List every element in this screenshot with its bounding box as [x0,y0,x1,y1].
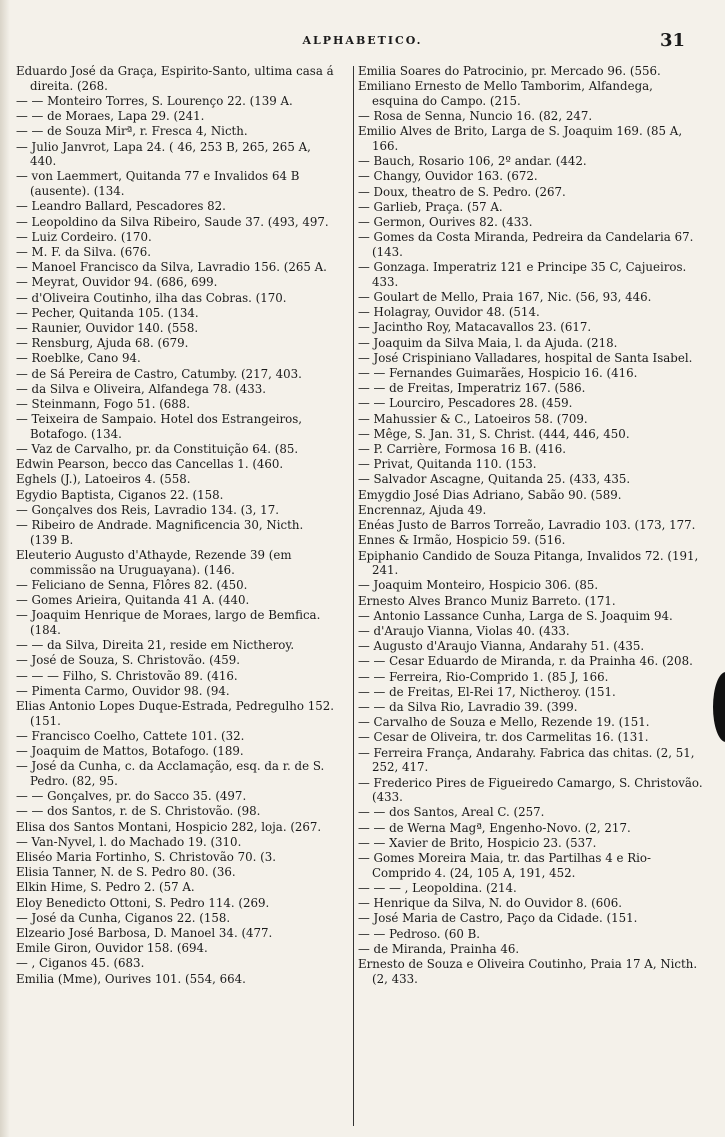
directory-entry: — Pecher, Quitanda 105. (134. [16,305,199,320]
directory-entry: Emile Giron, Ouvidor 158. (694. [16,941,208,956]
directory-entry: — José Maria de Castro, Paço da Cidade. (151. [358,911,638,926]
directory-entry: Elisa dos Santos Montani, Hospicio 282, loja. (267. [16,819,322,834]
directory-entry: — — Xavier de Brito, Hospicio 23. (537. [358,835,597,850]
directory-entry: — da Silva e Oliveira, Alfandega 78. (433. [16,381,267,396]
directory-entry: — — de Werna Magª, Engenho-Novo. (2, 217. [358,820,631,835]
directory-entry: — — de Souza Mirª, r. Fresca 4, Nicth. [16,124,248,139]
directory-entry: — — dos Santos, Areal C. (257. [358,805,545,820]
directory-entry: — — Ferreira, Rio-Comprido 1. (85 J, 166. [358,669,609,684]
directory-entry: — Cesar de Oliveira, tr. dos Carmelitas 16. (131. [358,730,649,745]
directory-entry: — Teixeira de Sampaio. Hotel dos Estrangeiros, Botafogo. (134. [16,412,303,441]
directory-entry: — — dos Santos, r. de S. Christovão. (98. [16,804,261,819]
directory-entry: — Joaquim Henrique de Moraes, largo de Bemfica. (184. [16,608,321,638]
directory-entry: — Gonzaga. Imperatriz 121 e Principe 35 C, Cajueiros. 433. [358,260,687,289]
running-head: ALPHABETICO. [302,34,423,47]
directory-entry: — Gomes da Costa Miranda, Pedreira da Candelaria 67. (143. [358,230,694,259]
directory-entry: — Gomes Arieira, Quitanda 41 A. (440. [16,593,250,608]
directory-entry: Elkin Hime, S. Pedro 2. (57 A. [16,880,195,895]
directory-entry: — Manoel Francisco da Silva, Lavradio 156. (265 A. [16,260,327,275]
directory-entry: — Van-Nyvel, l. do Machado 19. (310. [16,834,242,849]
margin-ink-blot [713,672,725,742]
left-column [16,64,334,987]
directory-entry: — — Cesar Eduardo de Miranda, r. da Prainha 46. (208. [358,654,693,669]
directory-entry: — Joaquim da Silva Maia, l. da Ajuda. (218. [358,335,618,350]
directory-entry: — d'Oliveira Coutinho, ilha das Cobras. (170. [16,290,287,305]
directory-entry: Encrennaz, Ajuda 49. [358,502,487,517]
directory-entry: Emiliano Ernesto de Mello Tamborim, Alfandega, esquina do Campo. (215. [358,79,653,108]
directory-entry: — — de Freitas, El-Rei 17, Nictheroy. (151. [358,684,616,699]
directory-entry: Elzeario José Barbosa, D. Manoel 34. (477. [16,926,273,941]
directory-entry: — — de Freitas, Imperatriz 167. (586. [358,381,586,396]
directory-entry: — Gomes Moreira Maia, tr. das Partilhas 4 e Rio-Comprido 4. (24, 105 A, 191, 452. [358,851,651,880]
directory-entry: — Luiz Cordeiro. (170. [16,229,152,244]
directory-entry: Eliséo Maria Fortinho, S. Christovão 70. (3. [16,850,276,865]
directory-entry: Ernesto de Souza e Oliveira Coutinho, Praia 17 A, Nicth. (2, 433. [358,956,698,986]
directory-entry: Emygdio José Dias Adriano, Sabão 90. (589. [358,487,622,502]
directory-entry: — Ferreira França, Andarahy. Fabrica das chitas. (2, 51, 252, 417. [358,745,695,775]
directory-entry: — — Lourciro, Pescadores 28. (459. [358,396,573,411]
directory-entry: — — Fernandes Guimarães, Hospicio 16. (416. [358,366,638,381]
directory-entry: — — Gonçalves, pr. do Sacco 35. (497. [16,789,247,804]
directory-entry: — P. Carrière, Formosa 16 B. (416. [358,442,567,457]
directory-entry: — Antonio Lassance Cunha, Larga de S. Joaquim 94. [358,608,673,623]
directory-entry: — — — Filho, S. Christovão 89. (416. [16,668,238,683]
directory-entry: — Steinmann, Fogo 51. (688. [16,396,191,411]
directory-entry: — Vaz de Carvalho, pr. da Constituição 64. (85. [16,442,299,457]
directory-entry: Eghels (J.), Latoeiros 4. (558. [16,472,191,487]
directory-entry: Egydio Baptista, Ciganos 22. (158. [16,487,224,502]
directory-entry: — Joaquim Monteiro, Hospicio 306. (85. [358,578,599,593]
directory-entry: — — Pedroso. (60 B. [358,926,481,941]
directory-entry: — — Monteiro Torres, S. Lourenço 22. (139 A. [16,93,293,108]
directory-entry: — Goulart de Mello, Praia 167, Nic. (56, 93, 446. [358,290,652,305]
directory-entry: — Changy, Ouvidor 163. (672. [358,169,538,184]
directory-entry: Emilia (Mme), Ourives 101. (554, 664. [16,971,246,986]
directory-entry: — Leandro Ballard, Pescadores 82. [16,199,226,214]
page-binding-edge [0,0,10,1137]
directory-entry: — Francisco Coelho, Cattete 101. (32. [16,728,245,743]
directory-entry: — Mahussier & C., Latoeiros 58. (709. [358,411,588,426]
directory-entry: — Feliciano de Senna, Flôres 82. (450. [16,577,248,592]
directory-entry: — Salvador Ascagne, Quitanda 25. (433, 435. [358,472,631,487]
directory-entry: Ennes & Irmão, Hospicio 59. (516. [358,533,566,548]
directory-entry: — Germon, Ourives 82. (433. [358,215,533,230]
directory-entry: — Julio Janvrot, Lapa 24. ( 46, 253 B, 265, 265 A, 440. [16,139,311,169]
directory-entry: Edwin Pearson, becco das Cancellas 1. (460. [16,457,284,472]
directory-entry: — Joaquim de Mattos, Botafogo. (189. [16,744,244,759]
directory-entry: — de Sá Pereira de Castro, Catumby. (217, 403. [16,366,302,381]
directory-entry: — Leopoldino da Silva Ribeiro, Saude 37. (493, 497. [16,214,329,229]
directory-entry: — José Crispiniano Valladares, hospital de Santa Isabel. [358,350,693,365]
directory-entry: — Roeblke, Cano 94. [16,351,141,366]
directory-entry: — Garlieb, Praça. (57 A. [358,199,503,214]
directory-entry: — José de Souza, S. Christovão. (459. [16,653,241,668]
directory-entry: Eleuterio Augusto d'Athayde, Rezende 39 (em commissão na Uruguayana). (146. [16,548,292,577]
directory-entry: Elisia Tanner, N. de S. Pedro 80. (36. [16,865,236,880]
directory-entry: — Raunier, Ouvidor 140. (558. [16,320,199,335]
directory-entry: — Rensburg, Ajuda 68. (679. [16,336,189,351]
directory-entry: — — da Silva Rio, Lavradio 39. (399. [358,700,578,715]
directory-entry: — de Miranda, Prainha 46. [358,941,520,956]
column-divider [353,66,354,1126]
directory-entry: Eloy Benedicto Ottoni, S. Pedro 114. (269. [16,895,270,910]
directory-entry: — Henrique da Silva, N. do Ouvidor 8. (606. [358,896,622,911]
directory-entry: — — de Moraes, Lapa 29. (241. [16,109,205,124]
directory-entry: — Privat, Quitanda 110. (153. [358,457,537,472]
directory-entry: Epiphanio Candido de Souza Pitanga, Invalidos 72. (191, 241. [358,548,699,578]
directory-entry: Emilio Alves de Brito, Larga de S. Joaquim 169. (85 A, 166. [358,124,683,154]
directory-entry: — Mêge, S. Jan. 31, S. Christ. (444, 446, 450. [358,426,630,441]
directory-entry: Enéas Justo de Barros Torreão, Lavradio 103. (173, 177. [358,518,696,533]
directory-entry: — , Ciganos 45. (683. [16,956,145,971]
directory-entry: Ernesto Alves Branco Muniz Barreto. (171. [358,593,616,608]
directory-entry: Eduardo José da Graça, Espirito-Santo, ultima casa á direita. (268. [16,64,334,93]
directory-entry: — Holagray, Ouvidor 48. (514. [358,305,540,320]
directory-entry: — M. F. da Silva. (676. [16,244,152,259]
page-number: 31 [659,30,685,51]
directory-entry: — — — , Leopoldina. (214. [358,880,517,895]
directory-entry: — Carvalho de Souza e Mello, Rezende 19. (151. [358,715,650,730]
directory-entry: — von Laemmert, Quitanda 77 e Invalidos 64 B (ausente). (134. [16,169,300,199]
directory-entry: — José da Cunha, c. da Acclamação, esq. da r. de S. Pedro. (82, 95. [16,759,325,789]
directory-entry: — — da Silva, Direita 21, reside em Nictheroy. [16,638,295,653]
directory-entry: — Pimenta Carmo, Ouvidor 98. (94. [16,683,230,698]
directory-entry: — d'Araujo Vianna, Violas 40. (433. [358,624,570,639]
directory-entry: — Doux, theatro de S. Pedro. (267. [358,184,566,199]
directory-entry: — Rosa de Senna, Nuncio 16. (82, 247. [358,109,593,124]
directory-entry: — José da Cunha, Ciganos 22. (158. [16,910,231,925]
directory-entry: — Ribeiro de Andrade. Magnificencia 30, Nicth. (139 B. [16,518,304,547]
directory-entry: — Bauch, Rosario 106, 2º andar. (442. [358,154,587,169]
directory-entry: — Gonçalves dos Reis, Lavradio 134. (3, 17. [16,502,279,517]
directory-entry: — Frederico Pires de Figueiredo Camargo, S. Christovão. (433. [358,775,703,805]
directory-entry: — Meyrat, Ouvidor 94. (686, 699. [16,275,218,290]
directory-entry: — Augusto d'Araujo Vianna, Andarahy 51. (435. [358,639,645,654]
page-header [0,30,725,54]
directory-entry: — Jacintho Roy, Matacavallos 23. (617. [358,320,592,335]
right-column [358,64,703,987]
directory-entry: Emilia Soares do Patrocinio, pr. Mercado 96. (556. [358,64,661,78]
directory-entry: Elias Antonio Lopes Duque-Estrada, Pedregulho 152. (151. [16,699,334,728]
